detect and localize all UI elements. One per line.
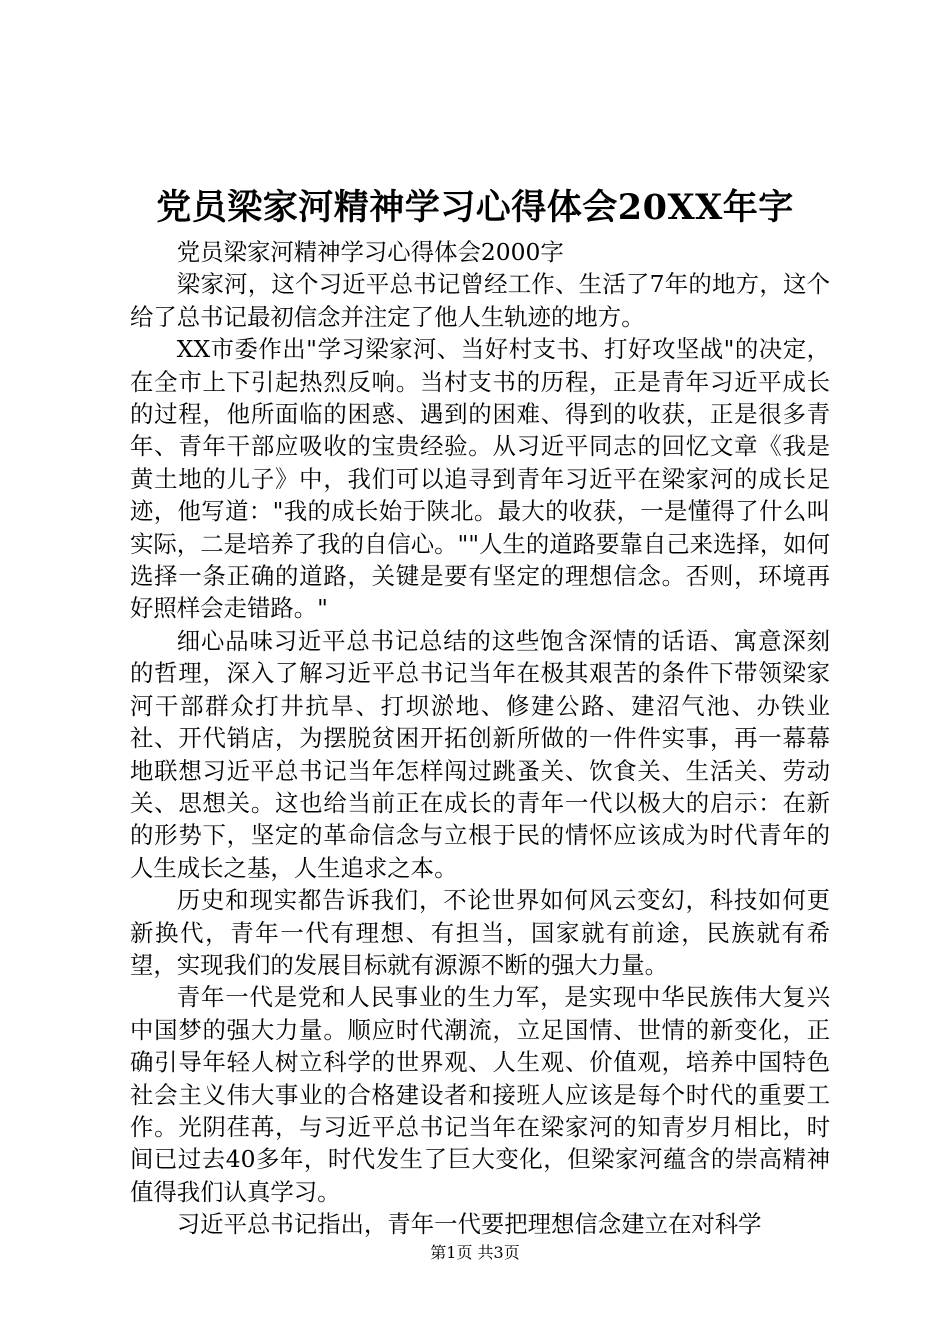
paragraph: 习近平总书记指出，青年一代要把理想信念建立在对科学 <box>176 1210 762 1239</box>
paragraph: 细心品味习近平总书记总结的这些饱含深情的话语、寓意深刻的哲理，深入了解习近平总书记当年在极其艰苦的条件下带领梁家河干部群众打井抗旱、打坝淤地、修建公路、建沼气池、办铁业社、开代销店，为摆脱贫困开拓创新所做的一件件实事，再一幕幕地联想习近平总书记当年怎样闯过跳蚤关、饮食关、生活关、劳动关、思想关。这也给当前正在成长的青年一代以极大的启示：在新的形势下，坚定的革命信念与立根于民的情怀应该成为时代青年的人生成长之基，人生追求之本。 <box>130 626 830 882</box>
paragraph: 青年一代是党和人民事业的生力军，是实现中华民族伟大复兴中国梦的强大力量。顺应时代潮流，立足国情、世情的新变化，正确引导年轻人树立科学的世界观、人生观、价值观，培养中国特色社会主义伟大事业的合格建设者和接班人应该是每个时代的重要工作。光阴荏苒，与习近平总书记当年在梁家河的知青岁月相比，时间已过去40多年，时代发生了巨大变化，但梁家河蕴含的崇高精神值得我们认真学习。 <box>130 983 830 1206</box>
subtitle-paragraph: 党员梁家河精神学习心得体会2000字 <box>176 238 564 266</box>
page-footer: 第1页 共3页 <box>430 1243 520 1262</box>
paragraph: XX市委作出"学习梁家河、当好村支书、打好攻坚战"的决定，在全市上下引起热烈反响。当村支书的历程，正是青年习近平成长的过程，他所面临的困惑、遇到的困难、得到的收获，正是很多青年、青年干部应吸收的宝贵经验。从习近平同志的回忆文章《我是黄土地的儿子》中，我们可以追寻到青年习近平在梁家河的成长足迹，他写道："我的成长始于陕北。最大的收获，一是懂得了什么叫实际，二是培养了我的自信心。""人生的道路要靠自己来选择，如何选择一条正确的道路，关键是要有坚定的理想信念。否则，环境再好照样会走错路。" <box>130 335 830 623</box>
document-title: 党员梁家河精神学习心得体会20XX年字 <box>156 187 794 228</box>
paragraph: 历史和现实都告诉我们，不论世界如何风云变幻，科技如何更新换代，青年一代有理想、有担当，国家就有前途，民族就有希望，实现我们的发展目标就有源源不断的强大力量。 <box>130 886 830 979</box>
document-body <box>130 236 830 1241</box>
paragraph: 梁家河，这个习近平总书记曾经工作、生活了7年的地方，这个给了总书记最初信念并注定了他人生轨迹的地方。 <box>130 270 830 331</box>
